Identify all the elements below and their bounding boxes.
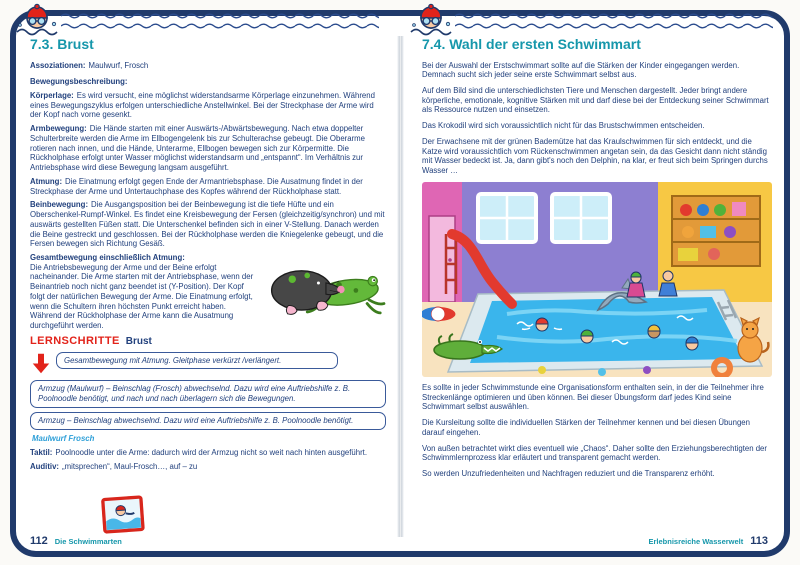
section-heading: 7.3. Brust xyxy=(30,36,94,52)
body-paragraph: Auf dem Bild sind die unterschiedlichsten Tiere und Menschen dargestellt. Jeder bringt andere körperliche, emotionale, kognitive Stärken mit und darf diese bei der Entdeckung seiner Schwimmart als Ressource nutzen und einsetzen. xyxy=(422,85,769,115)
lernschritte-title: LERNSCHRITTE xyxy=(30,334,120,347)
page-right xyxy=(422,36,772,549)
page-footer-right xyxy=(648,535,768,549)
learning-step: Gesamtbewegung mit Atmung. Gleitphase verkürzt /verlängert. xyxy=(56,352,338,370)
body-paragraph: Bei der Auswahl der Erstschwimmart sollte auf die Stärken der Kinder eingegangen werden. Demnach sucht sich jeder seine erste Schwimmart selbst aus. xyxy=(422,60,740,80)
footer-label: Erlebnisreiche Wasserwelt xyxy=(648,537,744,547)
section-heading: 7.4. Wahl der ersten Schwimmart xyxy=(422,36,641,52)
body-paragraph: Es sollte in jeder Schwimmstunde eine Organisationsform enthalten sein, in der die Teilnehmer ihre Streckenlänge optimieren und üben können. Bei dieser Übungsform darf jedes Kind seine Schwimmart selbst auswählen. xyxy=(422,382,764,412)
body-paragraph: Atmung: Die Einatmung erfolgt gegen Ende der Armantriebsphase. Die Ausatmung findet in der Streckphase der Arme und Untertauchphase des Kopfes während der Rückholphase statt. xyxy=(30,176,363,196)
associations-label: Assoziationen: xyxy=(30,60,86,70)
body-paragraph: Gesamtbewegung einschließlich Atmung: Die Antriebsbewegung der Arme und der Beine erfolgt nacheinander. Die Arme starten mit der Antriebsphase, wenn der Beinantrieb noch nicht ganz beendet ist (Y-Position). Der Kopf folgt der natürlichen Bewegung der Arme. Die Einatmung erfolgt, wenn die Schultern ihren höchsten Punkt erreicht haben. Während der Rückholphase der Arme kann die Ausatmung durchgeführt werden. xyxy=(30,253,386,331)
paragraph-label: Beinbewegung: xyxy=(30,200,89,210)
associations-line xyxy=(30,61,386,71)
water-waves-icon xyxy=(61,11,379,33)
water-waves-icon xyxy=(455,11,773,33)
learning-step: Armzug – Beinschlag abwechselnd. Dazu wird eine Auftriebshilfe z. B. Poolnoodle benötigt. xyxy=(30,412,386,430)
body-paragraph: So werden Unzufriedenheiten und Nachfragen reduziert und die Transparenz erhöht. xyxy=(422,468,715,478)
step-caption: Maulwurf Frosch xyxy=(32,433,95,443)
page-header-right xyxy=(409,1,783,41)
pool-scene-illustration xyxy=(422,182,772,377)
lernschritte-subtitle: Brust xyxy=(125,335,152,347)
body-paragraph: Armbewegung: Die Hände starten mit einer Auswärts-/Abwärtsbewegung. Nach etwa doppelter Schulterbreite werden die Arme im Ellbogengelenk bis zur Schulterachse gebeugt. Die Oberarme rotieren nach innen, und die Hände, Unterarme, Ellbogen bewegen sich zur Körpermitte. Die Rückholphase erfolgt unter Wasser möglichst widerstandsarm und „entspannt“. Im Verhältnis zur Antriebsphase wird diese Bewegung langsam ausgeführt. xyxy=(30,124,366,173)
page-number: 112 xyxy=(30,535,48,548)
body-paragraph: Die Kursleitung sollte die individuellen Stärken der Teilnehmer kennen und bei diesen Übungen darauf eingehen. xyxy=(422,418,750,437)
page-number: 113 xyxy=(750,535,768,548)
paragraph-label: Körperlage: xyxy=(30,90,74,100)
swimmer-icon xyxy=(409,1,453,39)
auditiv-line: Auditiv: „mitsprechen“, Maul-Frosch…, auf – zu xyxy=(30,462,198,472)
movement-description-label: Bewegungsbeschreibung: xyxy=(30,77,128,87)
taktil-line: Taktil: Poolnoodle unter die Arme: dadurch wird der Armzug nicht so weit nach hinten ausgeführt. xyxy=(30,448,368,458)
photo-thumbnail xyxy=(101,495,146,538)
mole-and-frog-illustration xyxy=(264,253,386,329)
paragraph-label: Atmung: xyxy=(30,176,63,186)
down-arrow-icon xyxy=(32,353,50,377)
page-left xyxy=(30,36,386,549)
associations-value: Maulwurf, Frosch xyxy=(88,60,149,70)
paragraph-label: Armbewegung: xyxy=(30,124,87,134)
learning-step: Armzug (Maulwurf) – Beinschlag (Frosch) abwechselnd. Dazu wird eine Auftriebshilfe z. B. Poolnoodle benötigt, und nach und nach überlagern sich die Bewegungen. xyxy=(30,380,386,407)
learning-step-row xyxy=(30,352,386,377)
body-paragraph: Von außen betrachtet wirkt dies eventuell wie „Chaos“. Daher sollte den Erziehungsberechtigten der Schwimmlernprozess klar erläutert und transparent gemacht werden. xyxy=(422,443,767,463)
body-paragraph: Der Erwachsene mit der grünen Bademütze hat das Kraulschwimmen für sich entdeckt, und die Katze wird voraussichtlich vom Rückenschwimmen angetan sein, da das Gesicht dann nicht ständig mit Wasser bedeckt ist. Ja, dann gibt's noch den Delphin, na klar, er freut sich beim Springen durchs Wasser … xyxy=(422,136,768,176)
body-paragraph: Körperlage: Es wird versucht, eine möglichst widerstandsarme Körperlage einzunehmen. Während eines Bewegungszyklus erfolgen unterschiedliche Anstellwinkel. Bei der Streckphase der Arme wird der Kopf nach vorne gesenkt. xyxy=(30,90,375,120)
spread-divider xyxy=(397,36,404,537)
swimmer-icon xyxy=(15,1,59,39)
body-paragraph: Das Krokodil wird sich voraussichtlich nicht für das Brustschwimmen entscheiden. xyxy=(422,121,705,131)
page-header-left xyxy=(15,1,389,41)
body-paragraph: Beinbewegung: Die Ausgangsposition bei der Beinbewegung ist die tiefe Hüfte und ein Oberschenkel-Rumpf-Winkel. Es findet eine Kreisbewegung der Fersen (gleichzeitig/synchron) und mit auswärts gestellten Füßen statt. Die Unterschenkel befinden sich in einer V-Stellung. Danach werden die Beine gestreckt und geschlossen. Bei der Rückholphase werden die Kniegelenke gebeugt, und die Fersen bewegen sich Richtung Gesäß. xyxy=(30,200,385,249)
footer-label: Die Schwimmarten xyxy=(54,537,122,547)
paragraph-label: Gesamtbewegung einschließlich Atmung: xyxy=(30,252,185,262)
lernschritte-heading xyxy=(30,335,386,349)
page-footer-left xyxy=(30,535,122,549)
